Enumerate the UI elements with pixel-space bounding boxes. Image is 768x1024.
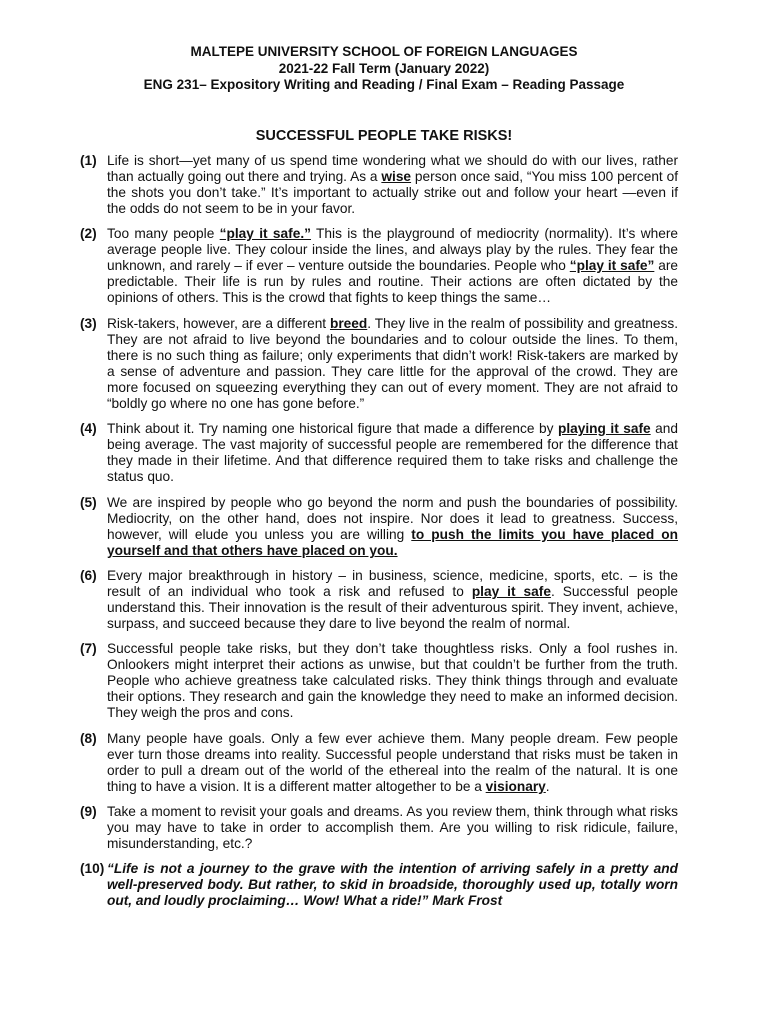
text-run: We are inspired by people who go beyond the norm and push the boundaries of possibility. Mediocrity, on the other hand, does not inspire. Nor does it lead to greatness. Success, however, will elude you unless you are willing	[107, 495, 678, 543]
paragraph-text	[107, 226, 678, 306]
paragraph-text	[107, 421, 678, 485]
paragraph-10	[80, 861, 680, 909]
document-header	[0, 44, 768, 94]
paragraph-number: (7)	[80, 641, 97, 656]
paragraph-number: (4)	[80, 421, 97, 436]
paragraph-6	[80, 568, 680, 632]
paragraph-1	[80, 153, 680, 217]
closing-quote: “Life is not a journey to the grave with the intention of arriving safely in a pretty and well-preserved body. But rather, to skid in broadside, thoroughly used up, totally worn out, and loudly proclaiming… Wow! What a ride!” Mark Frost	[107, 861, 678, 909]
paragraph-number: (6)	[80, 568, 97, 583]
underlined-term: breed	[329, 316, 368, 331]
paragraph-text	[107, 641, 678, 721]
underlined-term: playing it safe	[557, 421, 651, 436]
paragraph-number: (10)	[80, 861, 105, 876]
text-run: Think about it. Try naming one historical figure that made a difference by	[107, 421, 558, 436]
text-run: Risk-takers, however, are a different	[107, 316, 330, 331]
text-run: person once said, “You miss 100 percent of the shots you don’t take.” It’s important to actually strike out and follow your heart —even if the odds do not seem to be in your favor.	[107, 169, 679, 217]
paragraph-text	[107, 568, 678, 632]
text-run: and being average. The vast majority of successful people are remembered for the difference that they made in their lifetime. And that difference required them to take risks and challenge the status quo.	[107, 421, 679, 485]
paragraph-text	[107, 316, 678, 413]
text-run: are predictable. Their life is run by rules and routine. Their actions are often dictated by the opinions of others. This is the crowd that fights to keep things the same…	[107, 258, 678, 306]
text-run: Take a moment to revisit your goals and dreams. As you review them, think through what risks you may have to take in order to accomplish them. Are you willing to risk ridicule, failure, misunderstanding, etc.?	[107, 804, 678, 852]
underlined-term: to push the limits you have placed on yourself and that others have placed on you.	[107, 527, 678, 559]
header-term: 2021-22 Fall Term (January 2022)	[278, 60, 490, 76]
paragraph-number: (5)	[80, 495, 97, 510]
paragraph-2	[80, 226, 680, 306]
underlined-term: play it safe	[471, 584, 551, 600]
header-institution: MALTEPE UNIVERSITY SCHOOL OF FOREIGN LANGUAGES	[190, 44, 578, 59]
paragraph-number: (3)	[80, 316, 97, 331]
paragraph-number: (9)	[80, 804, 97, 819]
paragraph-5	[80, 495, 680, 559]
paragraph-7	[80, 641, 680, 721]
text-run: Many people have goals. Only a few ever achieve them. Many people dream. Few people ever turn those dreams into reality. Successful people understand that risks must be taken in order to pull a dream out of the world of the ethereal into the realm of the natural. It is one thing to have a vision. It is a different matter altogether to be a	[107, 731, 678, 795]
paragraph-number: (1)	[80, 153, 97, 168]
paragraph-text	[107, 495, 678, 559]
paragraph-number: (8)	[80, 731, 97, 746]
text-run: .	[545, 779, 550, 795]
underlined-term: “play it safe”	[569, 258, 655, 274]
underlined-term: visionary	[485, 779, 546, 795]
text-run: . They live in the realm of possibility and greatness. They are not afraid to live beyond the boundaries and to colour outside the lines. To them, there is no such thing as failure; only experiments that didn’t work! Risk-takers are marked by a sense of adventure and passion. They care little for the approval of the crowd. They are more focused on squeezing everything they can out of every moment. They are not afraid to “boldly go where no one has gone before.”	[107, 316, 679, 412]
text-run: Successful people take risks, but they don’t take thoughtless risks. Only a fool rushes in. Onlookers might interpret their actions as unwise, but that couldn’t be further from the truth. People who achieve greatness take calculated risks. They think things through and evaluate their options. They research and gain the knowledge they need to make an informed decision. They weigh the pros and cons.	[107, 641, 678, 721]
paragraph-8	[80, 731, 680, 795]
text-run: Too many people	[107, 226, 220, 241]
text-run: This is the playground of mediocrity (normality). It’s where average people live. They colour inside the lines, and always play by the rules. They fear the unknown, and rarely – if ever – venture outside the boundaries. People who	[107, 226, 678, 274]
paragraph-text	[107, 804, 678, 852]
paragraph-4	[80, 421, 680, 485]
paragraph-number: (2)	[80, 226, 97, 241]
paragraph-9	[80, 804, 680, 852]
text-run: Life is short—yet many of us spend time wondering what we should do with our lives, rather than actually going out there and trying. As a	[107, 153, 678, 185]
underlined-term: wise	[381, 169, 412, 185]
text-run: . Successful people understand this. Their innovation is the result of their adventurous spirit. They invent, achieve, surpass, and succeed because they dare to live beyond the realm of normal.	[107, 584, 679, 632]
paragraph-3	[80, 316, 680, 413]
passage-title: SUCCESSFUL PEOPLE TAKE RISKS!	[255, 128, 513, 144]
underlined-term: “play it safe.”	[219, 226, 311, 241]
paragraph-text	[107, 153, 678, 217]
header-course: ENG 231– Expository Writing and Reading / Final Exam – Reading Passage	[143, 77, 625, 92]
paragraph-text	[107, 731, 678, 795]
text-run: Every major breakthrough in history – in business, science, medicine, sports, etc. – is the result of an individual who took a risk and refused to	[107, 568, 678, 600]
